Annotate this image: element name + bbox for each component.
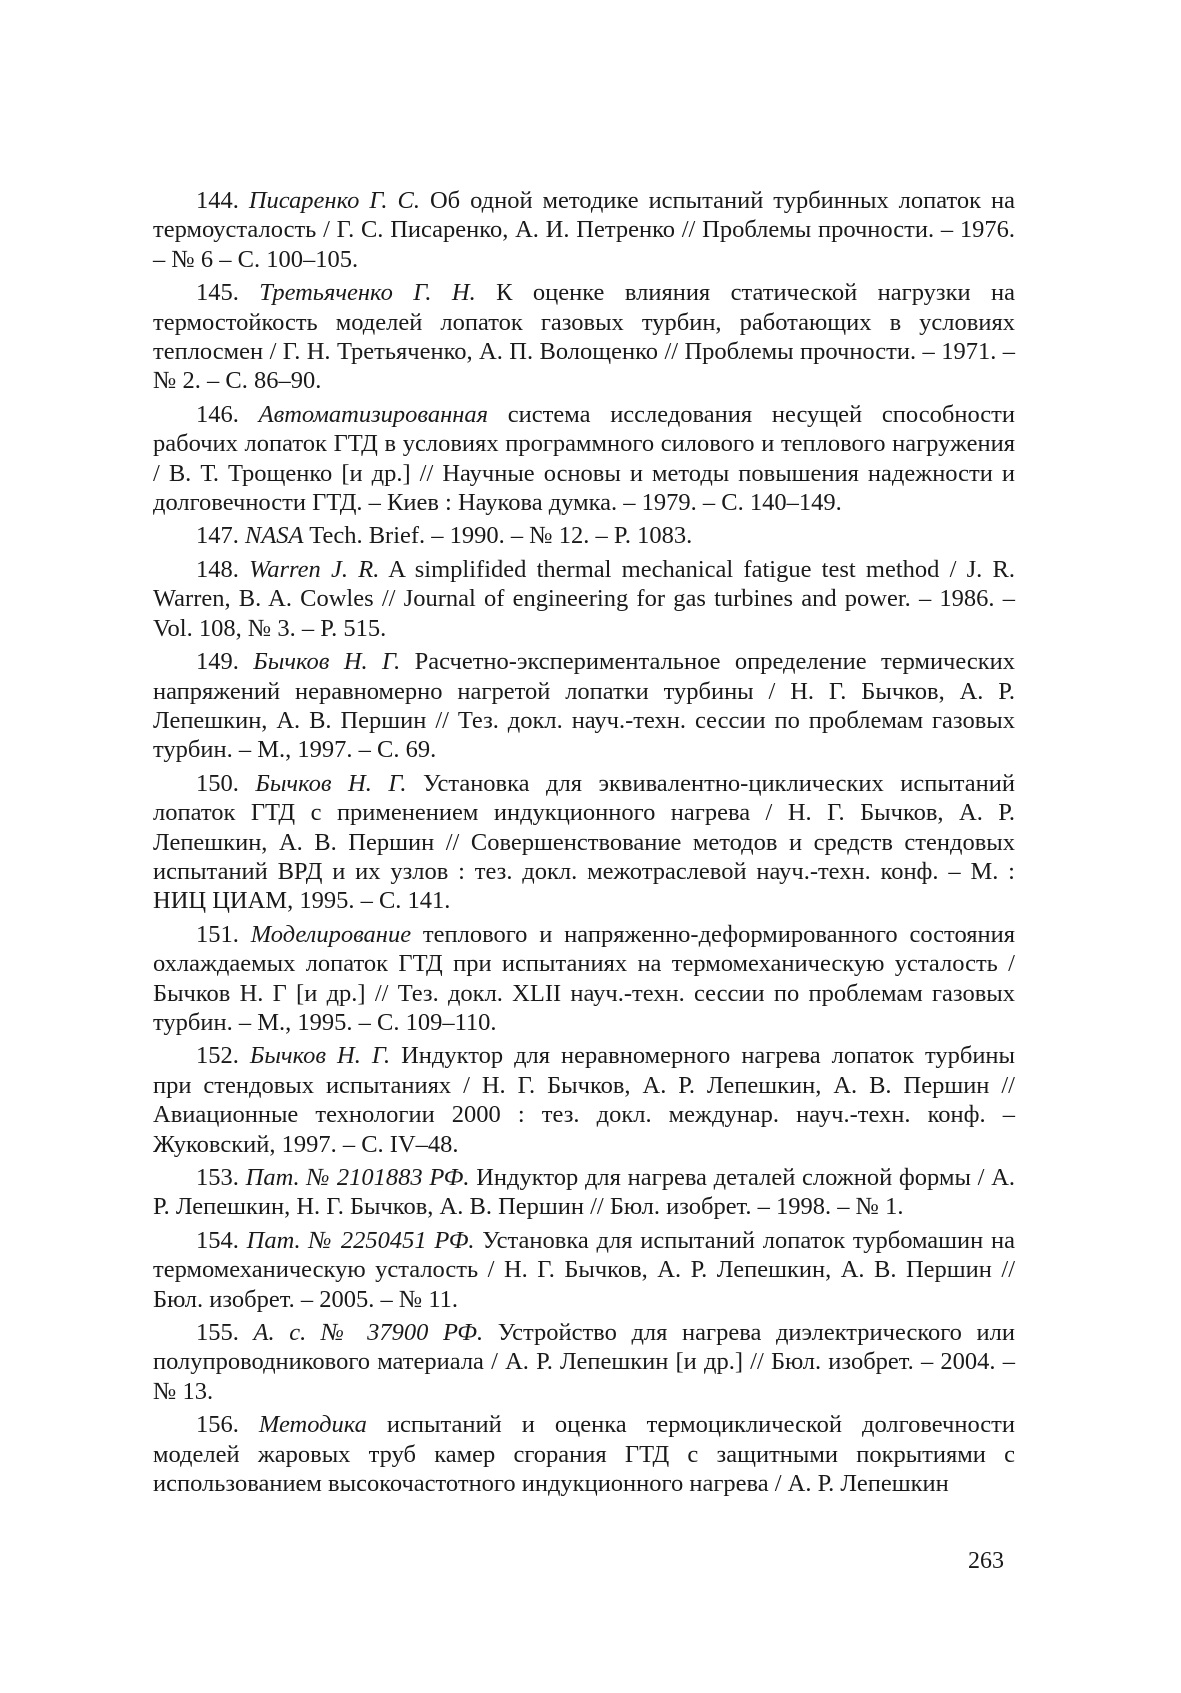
- reference-154: [153, 1226, 1015, 1314]
- reference-number: 155.: [196, 1319, 239, 1347]
- reference-text: Устройство для нагрева диэлектрического или полупроводникового материала / А. Р. Лепешкин [и др.] // Бюл. изобрет. – 2004. – № 13.: [153, 1319, 1015, 1405]
- reference-lead: Пат. № 2250451 РФ.: [246, 1226, 475, 1254]
- reference-149: [153, 647, 1015, 765]
- reference-number: 150.: [196, 769, 239, 797]
- reference-lead: Моделирование: [250, 920, 412, 948]
- reference-number: 147.: [196, 522, 239, 550]
- reference-text: Индуктор для нагрева деталей сложной формы / А. Р. Лепешкин, Н. Г. Бычков, А. В. Першин // Бюл. изобрет. – 1998. – № 1.: [153, 1164, 1016, 1221]
- reference-number: 144.: [196, 187, 239, 214]
- reference-148: [153, 555, 1015, 643]
- reference-lead: Писаренко Г. С.: [248, 187, 420, 214]
- reference-text: К оценке влияния статической нагрузки на термостойкость моделей лопаток газовых турбин, работающих в условиях теплосмен / Г. Н. Третьяченко, А. П. Волощенко // Проблемы прочности. – 1971. – № 2. – С. 86–90.: [153, 279, 1015, 395]
- reference-list: [153, 186, 1015, 1502]
- reference-text: Tech. Brief. – 1990. – № 12. – P. 1083.: [303, 522, 693, 550]
- reference-145: [153, 278, 1015, 396]
- reference-number: 152.: [196, 1042, 239, 1070]
- reference-text: Индуктор для неравномерного нагрева лопаток турбины при стендовых испытаниях / Н. Г. Бычков, А. Р. Лепешкин, А. В. Першин // Авиационные технологии 2000 : тез. докл. междунар. науч.-техн. конф. – Жуковский, 1997. – С. IV–48.: [153, 1042, 1016, 1158]
- reference-text: испытаний и оценка термоциклической долговечности моделей жаровых труб камер сгорания ГТД с защитными покрытиями с использованием высокочастотного индукционного нагрева / А. Р. Лепешкин: [153, 1411, 1016, 1498]
- reference-lead: Бычков Н. Г.: [253, 648, 401, 676]
- reference-151: [153, 920, 1015, 1038]
- reference-lead: Бычков Н. Г.: [249, 1042, 391, 1070]
- reference-number: 153.: [196, 1164, 239, 1191]
- reference-155: [153, 1318, 1015, 1406]
- reference-lead: Автоматизированная: [258, 400, 489, 428]
- reference-text: система исследования несущей способности рабочих лопаток ГТД в условиях программного силового и теплового нагружения / В. Т. Трощенко [и др.] // Научные основы и методы повышения надежности и долговечности ГТД. – Киев : Наукова думка. – 1979. – С. 140–149.: [153, 400, 1015, 517]
- reference-text: Расчетно-экспериментальное определение термических напряжений неравномерно нагретой лопатки турбины / Н. Г. Бычков, А. Р. Лепешкин, А. В. Першин // Тез. докл. науч.-техн. сессии по проблемам газовых турбин. – М., 1997. – С. 69.: [153, 648, 1016, 764]
- reference-lead: Бычков Н. Г.: [255, 769, 407, 797]
- reference-text: теплового и напряженно-деформированного состояния охлаждаемых лопаток ГТД при испытаниях на термомеханическую усталость / Бычков Н. Г [и др.] // Тез. докл. XLII науч.-техн. сессии по проблемам газовых турбин. – М., 1995. – С. 109–110.: [153, 920, 1015, 1036]
- reference-153: [153, 1163, 1015, 1222]
- reference-lead: Третьяченко Г. Н.: [259, 279, 476, 307]
- reference-lead: NASA: [245, 522, 304, 550]
- reference-number: 151.: [196, 920, 239, 948]
- reference-number: 149.: [196, 648, 239, 676]
- reference-156: [153, 1410, 1015, 1498]
- reference-text: Установка для эквивалентно-циклических испытаний лопаток ГТД с применением индукционного нагрева / Н. Г. Бычков, А. Р. Лепешкин, А. В. Першин // Совершенствование методов и средств стендовых испытаний ВРД и их узлов : тез. докл. межотраслевой науч.-техн. конф. – М. : НИЦ ЦИАМ, 1995. – С. 141.: [153, 769, 1016, 915]
- reference-lead: Пат. № 2101883 РФ.: [245, 1164, 470, 1191]
- reference-number: 156.: [196, 1411, 239, 1439]
- page-number: 263: [968, 1548, 1004, 1574]
- reference-text: A simplifided thermal mechanical fatigue test method / J. R. Warren, B. A. Cowles // Journal of engineering for gas turbines and power. – 1986. – Vol. 108, № 3. – P. 515.: [153, 555, 1015, 642]
- reference-146: [153, 400, 1015, 518]
- reference-number: 145.: [196, 279, 239, 307]
- reference-number: 146.: [196, 400, 239, 428]
- reference-144: [153, 186, 1015, 274]
- reference-150: [153, 769, 1015, 916]
- reference-152: [153, 1041, 1015, 1159]
- reference-lead: А. с. № 37900 РФ.: [253, 1319, 484, 1347]
- reference-number: 148.: [196, 555, 239, 583]
- reference-lead: Методика: [258, 1411, 367, 1439]
- reference-text: Установка для испытаний лопаток турбомашин на термомеханическую усталость / Н. Г. Бычков, А. Р. Лепешкин, А. В. Першин // Бюл. изобрет. – 2005. – № 11.: [153, 1226, 1016, 1313]
- reference-number: 154.: [196, 1226, 239, 1254]
- reference-text: Об одной методике испытаний турбинных лопаток на термоусталость / Г. С. Писаренко, А. И. Петренко // Проблемы прочности. – 1976. – № 6 – С. 100–105.: [153, 187, 1015, 273]
- reference-lead: Warren J. R.: [249, 555, 380, 583]
- reference-147: [153, 521, 1015, 550]
